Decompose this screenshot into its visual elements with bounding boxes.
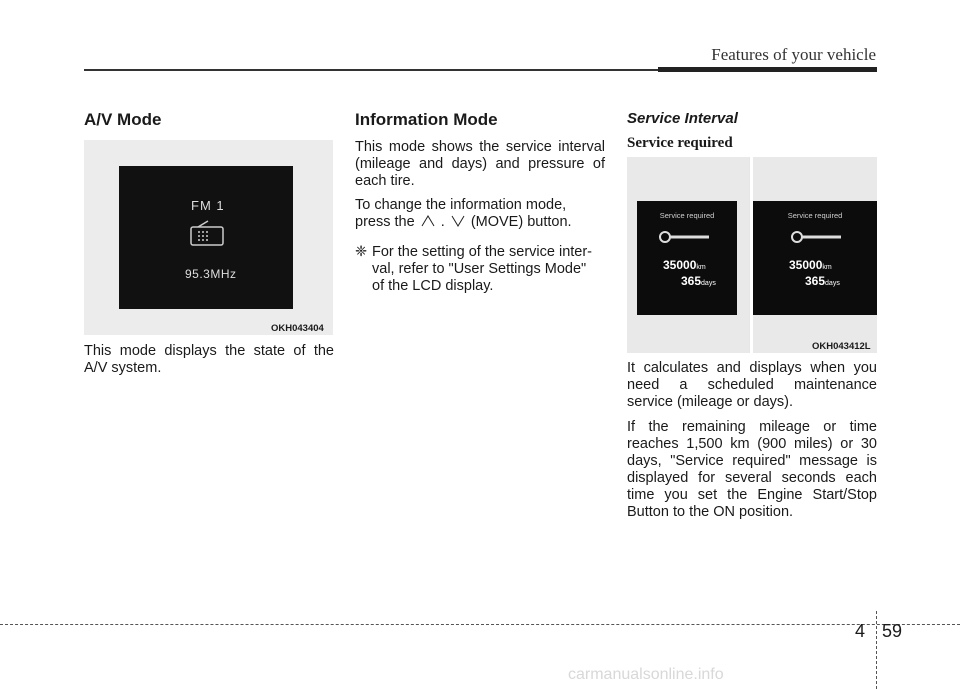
service-required-subheading: Service required: [627, 135, 733, 151]
footer-rule: [0, 624, 960, 625]
av-display-screen: [119, 166, 293, 309]
service-text-2: If the remaining mileage or time reaches 1,500 km (900 miles) or 30 days, "Service required" message is displayed for several seconds each time you set the Engine Start/Stop Button to the ON position.: [627, 419, 877, 520]
information-mode-heading: Information Mode: [355, 110, 498, 129]
information-mode-instruction: To change the information mode, press the . (MOVE) button.: [355, 197, 572, 230]
service-screen-right: Service required 35000km 365days: [753, 201, 877, 315]
service-interval-section: [627, 110, 877, 152]
chapter-number: 4: [855, 621, 866, 641]
wrench-icon: [659, 229, 711, 245]
page-number: 59: [882, 621, 903, 641]
header-rule-accent: [658, 67, 877, 72]
service-interval-heading: Service Interval: [627, 110, 738, 127]
service-text-1: It calculates and displays when you need a scheduled maintenance service (mileage or days).: [627, 360, 877, 410]
service-figure: [627, 157, 877, 353]
service-body: [627, 360, 877, 521]
service-panel-right: [753, 157, 877, 353]
frequency-readout: 95.3MHz: [185, 267, 237, 281]
service-setting-note: ❈ For the setting of the service inter- val, refer to "User Settings Mode" of the LCD display.: [355, 244, 593, 294]
service-panel-left: [627, 157, 749, 353]
page-header-title: Features of your vehicle: [711, 45, 876, 64]
av-mode-section: [84, 110, 334, 130]
fm-band-label: FM 1: [191, 198, 225, 213]
information-mode-text: This mode shows the service interval (mileage and days) and pressure of each tire.: [355, 139, 605, 189]
information-mode-section: [355, 110, 605, 295]
av-mode-text: This mode displays the state of the A/V system.: [84, 343, 334, 376]
up-arrow-icon: [421, 215, 435, 227]
av-mode-figure: [84, 140, 333, 335]
av-mode-body: [84, 343, 334, 377]
wrench-icon: [791, 229, 843, 245]
service-screen-left: Service required 35000km 365days: [637, 201, 737, 315]
figure-code: OKH043412L: [812, 341, 871, 352]
watermark: carmanualsonline.info: [568, 666, 724, 683]
down-arrow-icon: [451, 215, 465, 227]
figure-code: OKH043404: [271, 323, 324, 334]
radio-icon: [190, 220, 224, 246]
page-number-divider: [876, 611, 877, 689]
note-symbol: ❈: [355, 244, 368, 260]
av-mode-heading: A/V Mode: [84, 110, 162, 129]
